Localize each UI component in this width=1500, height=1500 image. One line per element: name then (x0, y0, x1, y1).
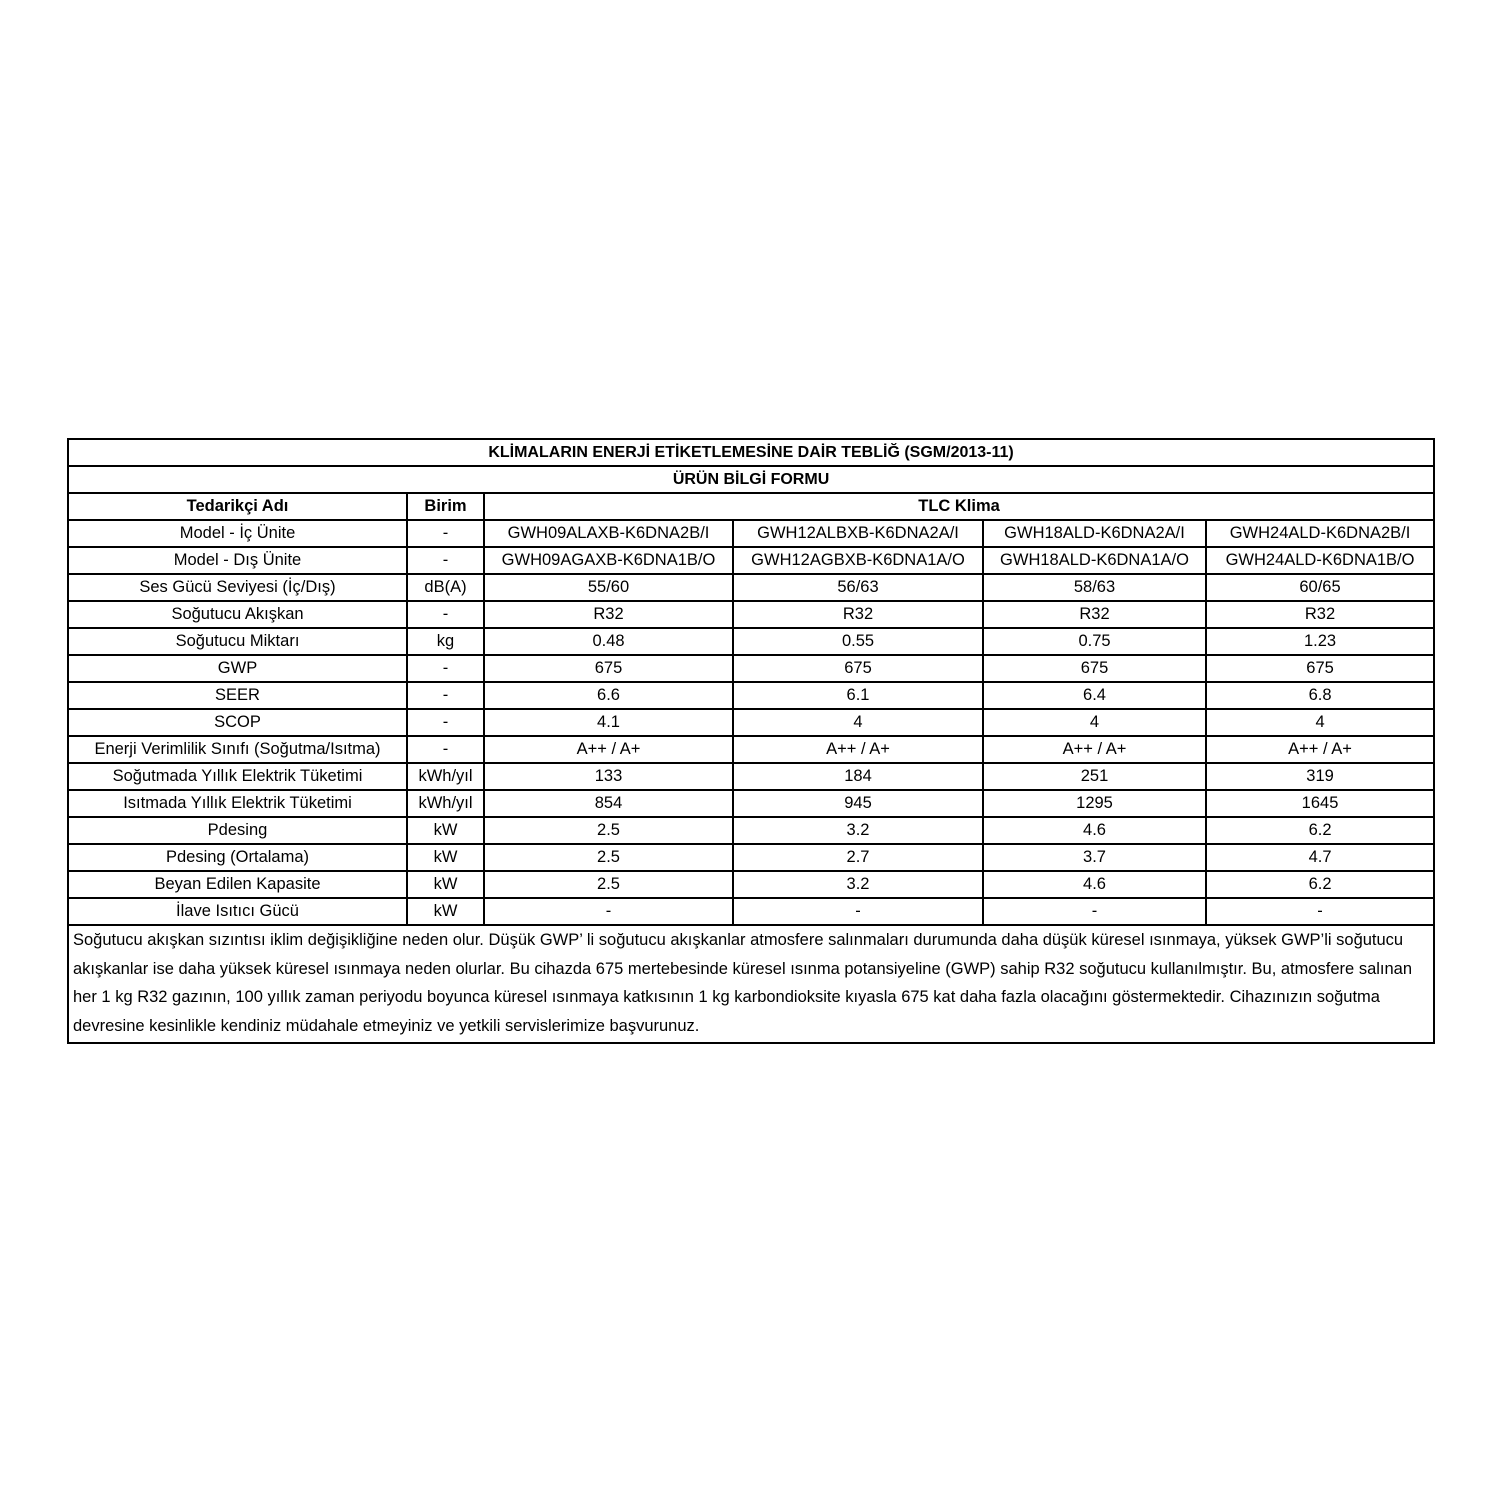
row-unit: kWh/yıl (407, 763, 484, 790)
table-cell: - (484, 898, 733, 925)
row-label: Model - İç Ünite (68, 520, 407, 547)
table-cell: 319 (1206, 763, 1434, 790)
table-cell: 4 (733, 709, 983, 736)
table-cell: 58/63 (983, 574, 1206, 601)
table-row (68, 817, 1434, 844)
title-row (68, 439, 1434, 466)
table-cell: GWH09ALAXB-K6DNA2B/I (484, 520, 733, 547)
table-cell: 4 (1206, 709, 1434, 736)
subtitle-row (68, 466, 1434, 493)
product-info-table (67, 438, 1435, 1044)
row-unit: - (407, 655, 484, 682)
table-cell: 2.5 (484, 844, 733, 871)
table-cell: GWH24ALD-K6DNA2B/I (1206, 520, 1434, 547)
row-label: Soğutmada Yıllık Elektrik Tüketimi (68, 763, 407, 790)
row-unit: - (407, 709, 484, 736)
table-cell: GWH24ALD-K6DNA1B/O (1206, 547, 1434, 574)
table-cell: 4 (983, 709, 1206, 736)
table-cell: 2.7 (733, 844, 983, 871)
table-row (68, 844, 1434, 871)
table-row (68, 898, 1434, 925)
table-row (68, 628, 1434, 655)
table-cell: 675 (983, 655, 1206, 682)
table-cell: 3.2 (733, 871, 983, 898)
table-cell: 6.6 (484, 682, 733, 709)
table-row (68, 682, 1434, 709)
table-cell: 251 (983, 763, 1206, 790)
table-cell: 3.7 (983, 844, 1206, 871)
row-unit: kW (407, 817, 484, 844)
table-row (68, 520, 1434, 547)
table-cell: 55/60 (484, 574, 733, 601)
table-cell: 56/63 (733, 574, 983, 601)
table-cell: - (1206, 898, 1434, 925)
row-label: Pdesing (68, 817, 407, 844)
table-row (68, 763, 1434, 790)
table-cell: 3.2 (733, 817, 983, 844)
row-label: Soğutucu Miktarı (68, 628, 407, 655)
row-label: Pdesing (Ortalama) (68, 844, 407, 871)
row-label: Ses Gücü Seviyesi (İç/Dış) (68, 574, 407, 601)
row-unit: - (407, 520, 484, 547)
table-cell: GWH18ALD-K6DNA2A/I (983, 520, 1206, 547)
row-unit: - (407, 736, 484, 763)
row-unit: - (407, 547, 484, 574)
table-row (68, 574, 1434, 601)
unit-label: Birim (407, 493, 484, 520)
form-subtitle: ÜRÜN BİLGİ FORMU (68, 466, 1434, 493)
table-cell: 675 (484, 655, 733, 682)
row-unit: kW (407, 844, 484, 871)
table-cell: 675 (1206, 655, 1434, 682)
table-cell: 4.6 (983, 871, 1206, 898)
table-cell: A++ / A+ (733, 736, 983, 763)
row-unit: kW (407, 871, 484, 898)
table-cell: 6.2 (1206, 817, 1434, 844)
header-row (68, 493, 1434, 520)
table-cell: R32 (484, 601, 733, 628)
table-cell: - (733, 898, 983, 925)
table-cell: GWH09AGAXB-K6DNA1B/O (484, 547, 733, 574)
table-cell: 4.6 (983, 817, 1206, 844)
table-cell: A++ / A+ (1206, 736, 1434, 763)
table-row (68, 601, 1434, 628)
table-cell: 4.7 (1206, 844, 1434, 871)
form-title: KLİMALARIN ENERJİ ETİKETLEMESİNE DAİR TEBLİĞ (SGM/2013-11) (68, 439, 1434, 466)
table-cell: R32 (733, 601, 983, 628)
row-label: Beyan Edilen Kapasite (68, 871, 407, 898)
table-cell: 945 (733, 790, 983, 817)
table-cell: - (983, 898, 1206, 925)
table-cell: 6.1 (733, 682, 983, 709)
row-unit: kWh/yıl (407, 790, 484, 817)
row-unit: kW (407, 898, 484, 925)
table-cell: 1295 (983, 790, 1206, 817)
note-row (68, 925, 1434, 1043)
table-row (68, 736, 1434, 763)
table-cell: 184 (733, 763, 983, 790)
table-cell: GWH18ALD-K6DNA1A/O (983, 547, 1206, 574)
table-cell: A++ / A+ (484, 736, 733, 763)
row-label: Model - Dış Ünite (68, 547, 407, 574)
table-cell: R32 (983, 601, 1206, 628)
table-cell: 675 (733, 655, 983, 682)
supplier-name: TLC Klima (484, 493, 1434, 520)
row-label: SEER (68, 682, 407, 709)
table-row (68, 790, 1434, 817)
table-cell: A++ / A+ (983, 736, 1206, 763)
table-cell: 0.55 (733, 628, 983, 655)
table-cell: 6.8 (1206, 682, 1434, 709)
table-row (68, 709, 1434, 736)
row-label: GWP (68, 655, 407, 682)
row-label: Soğutucu Akışkan (68, 601, 407, 628)
table-row (68, 871, 1434, 898)
row-unit: - (407, 682, 484, 709)
table-cell: GWH12ALBXB-K6DNA2A/I (733, 520, 983, 547)
row-label: Enerji Verimlilik Sınıfı (Soğutma/Isıtma) (68, 736, 407, 763)
supplier-label: Tedarikçi Adı (68, 493, 407, 520)
table-cell: 6.4 (983, 682, 1206, 709)
product-info-form (67, 438, 1433, 1044)
table-cell: R32 (1206, 601, 1434, 628)
table-cell: GWH12AGBXB-K6DNA1A/O (733, 547, 983, 574)
table-cell: 854 (484, 790, 733, 817)
row-label: SCOP (68, 709, 407, 736)
row-label: Isıtmada Yıllık Elektrik Tüketimi (68, 790, 407, 817)
table-cell: 4.1 (484, 709, 733, 736)
table-row (68, 655, 1434, 682)
table-cell: 1.23 (1206, 628, 1434, 655)
row-unit: dB(A) (407, 574, 484, 601)
table-cell: 60/65 (1206, 574, 1434, 601)
refrigerant-note: Soğutucu akışkan sızıntısı iklim değişikliğine neden olur. Düşük GWP’ li soğutucu akışkanlar atmosfere salınmaları durumunda daha düşük küresel ısınmaya, yüksek GWP’li soğutucu akışkanlar ise daha yüksek küresel ısınmaya neden olurlar. Bu cihazda 675 mertebesinde küresel ısınma potansiyeline (GWP) sahip R32 soğutucu kullanılmıştır. Bu, atmosfere salınan her 1 kg R32 gazının, 100 yıllık zaman periyodu boyunca küresel ısınmaya katkısının 1 kg karbondioksite kıyasla 675 kat daha fazla olacağını göstermektedir. Cihazınızın soğutma devresine kesinlikle kendiniz müdahale etmeyiniz ve yetkili servislerimize başvurunuz. (68, 925, 1434, 1043)
table-cell: 6.2 (1206, 871, 1434, 898)
table-row (68, 547, 1434, 574)
table-cell: 1645 (1206, 790, 1434, 817)
table-cell: 2.5 (484, 871, 733, 898)
row-label: İlave Isıtıcı Gücü (68, 898, 407, 925)
row-unit: - (407, 601, 484, 628)
row-unit: kg (407, 628, 484, 655)
table-cell: 2.5 (484, 817, 733, 844)
table-cell: 133 (484, 763, 733, 790)
table-cell: 0.75 (983, 628, 1206, 655)
table-cell: 0.48 (484, 628, 733, 655)
